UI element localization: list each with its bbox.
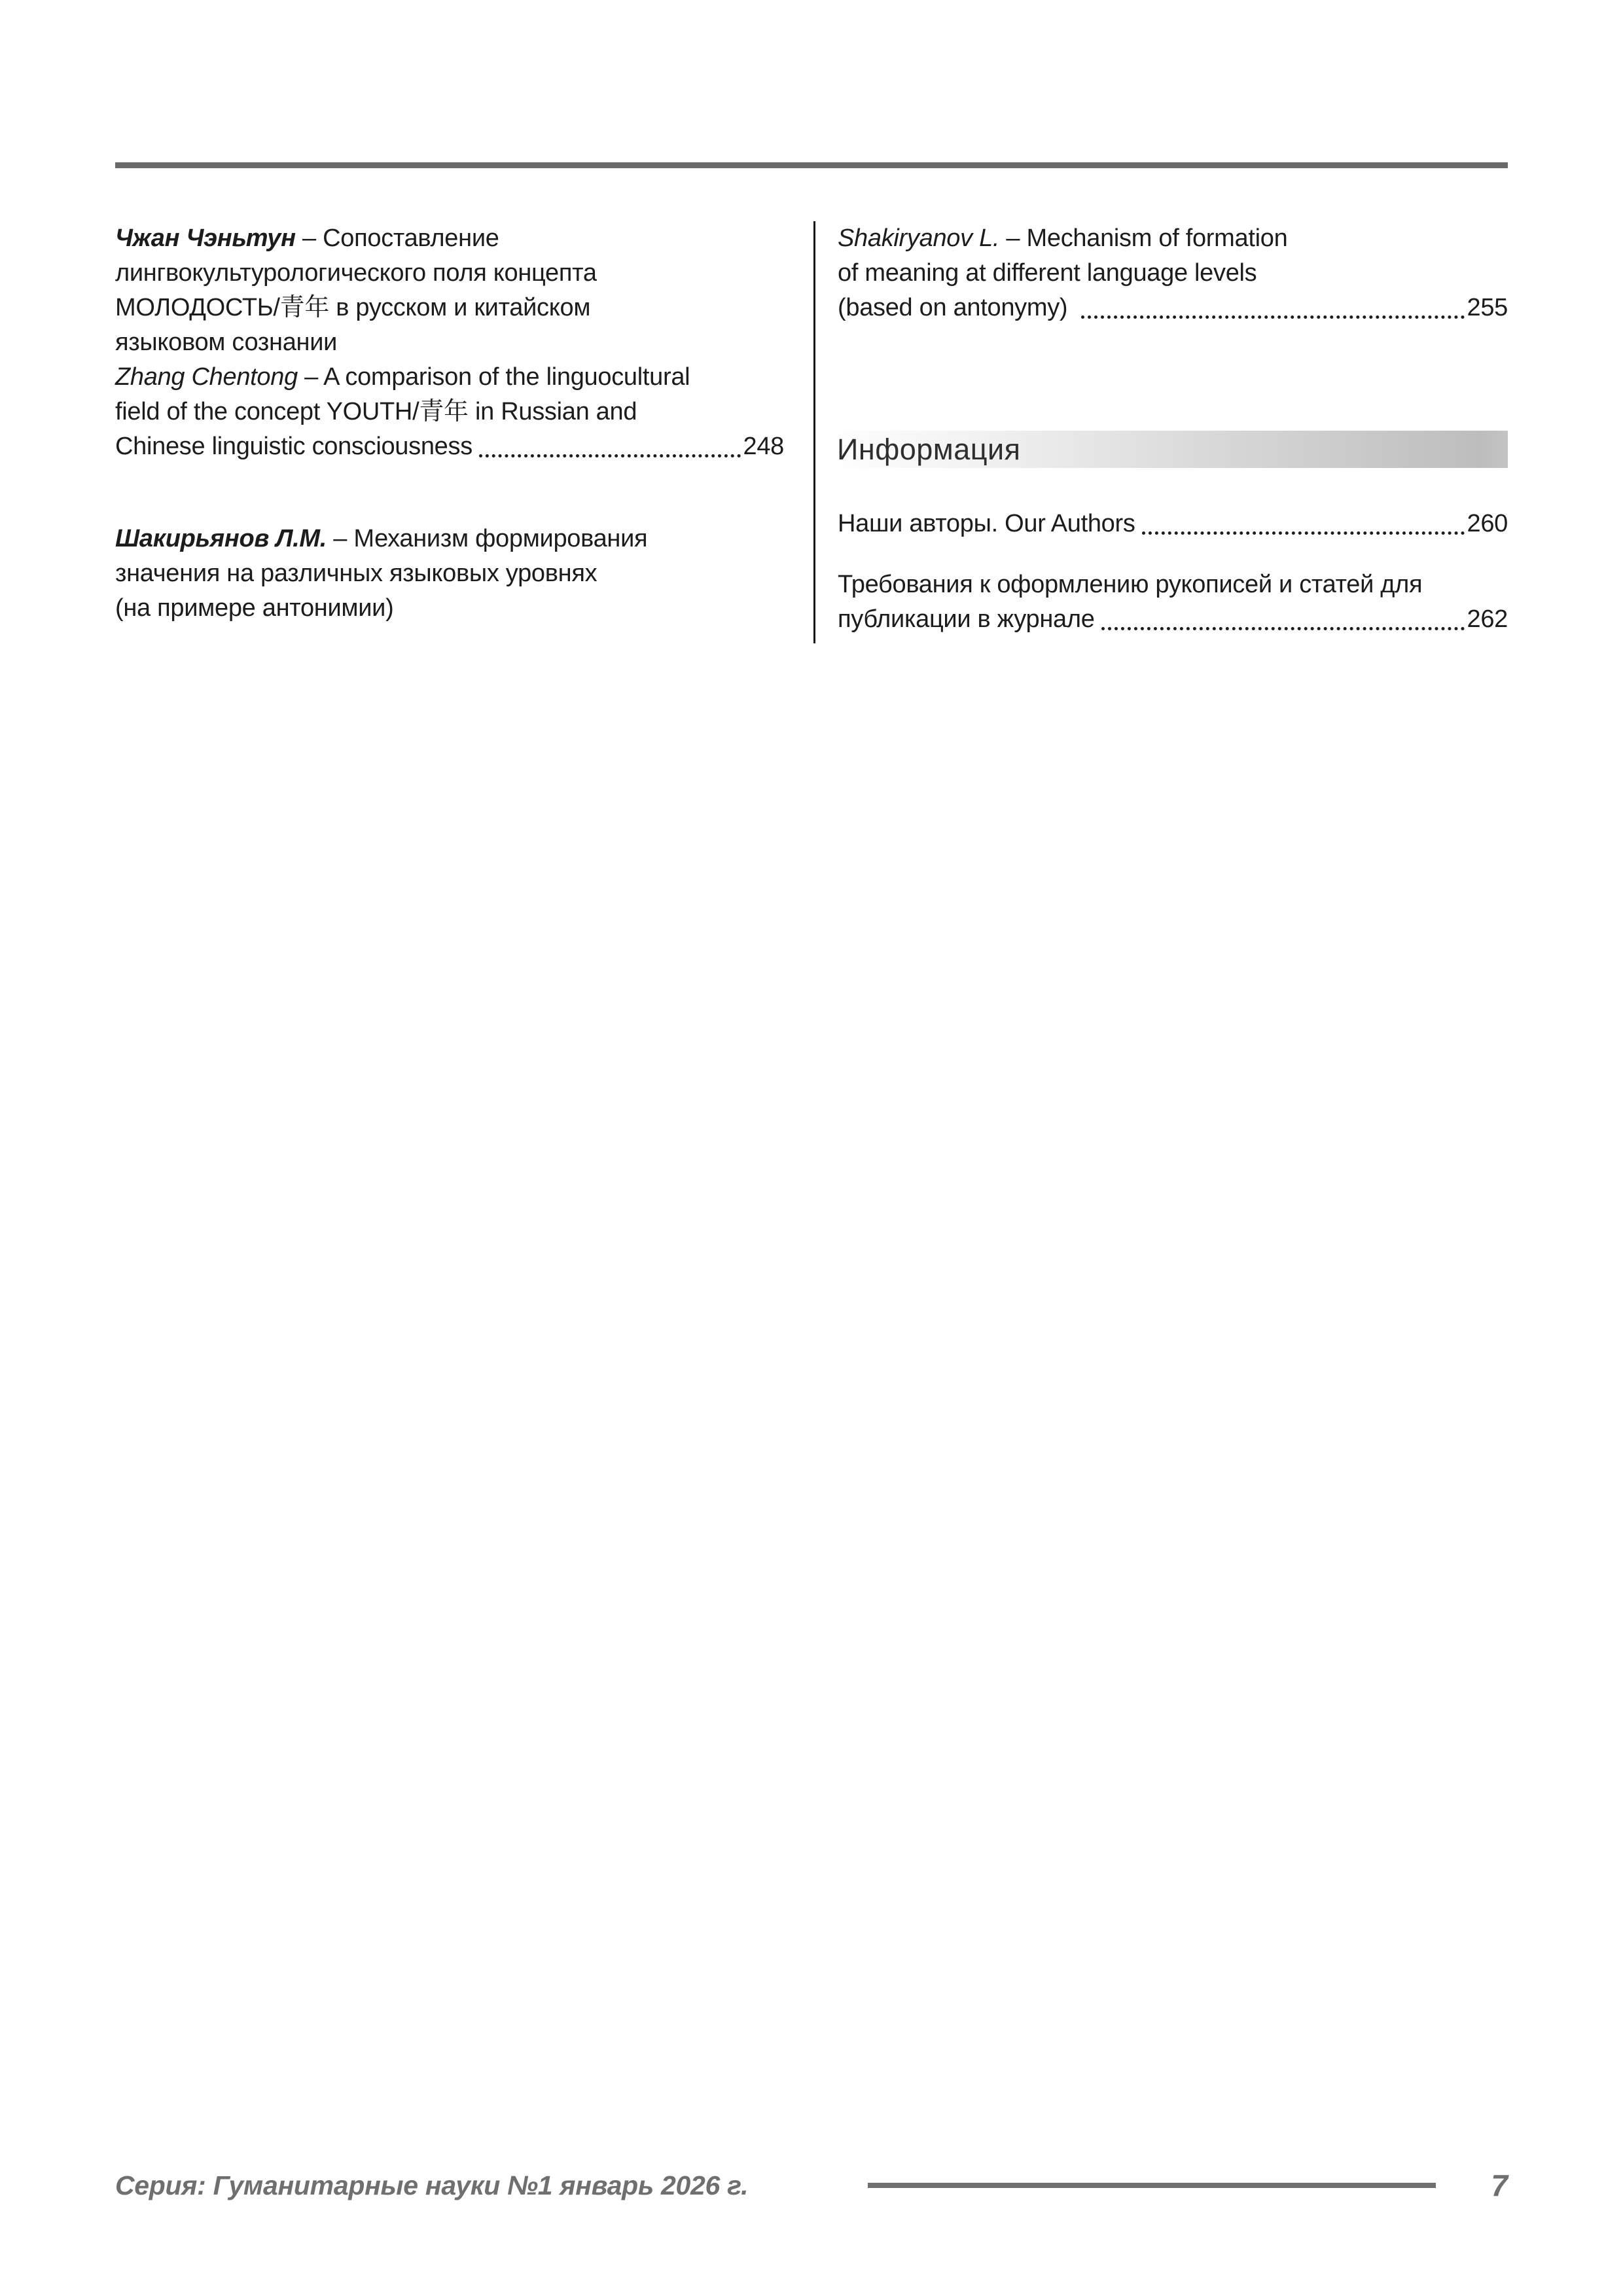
toc-line-with-page (838, 291, 1508, 325)
author-name-en: Shakiryanov L. (838, 224, 1000, 252)
dot-leader (1142, 531, 1465, 535)
page-footer (115, 2168, 1508, 2203)
toc-line-with-page (115, 429, 784, 464)
entry-title-part: – Сопоставление (295, 224, 499, 252)
page-number: 7 (1491, 2168, 1508, 2202)
toc-columns (115, 221, 1508, 643)
entry-title-part: – Механизм формирования (327, 525, 648, 552)
left-column (115, 221, 784, 626)
series-title: Серия: Гуманитарные науки №1 январь 2026 г. (115, 2170, 749, 2200)
toc-line: (на примере антонимии) (115, 594, 394, 622)
entry-title-part: – Mechanism of formation (999, 224, 1288, 252)
page-number-ref: 262 (1467, 605, 1508, 633)
toc-line-with-page (838, 507, 1508, 541)
footer-rule (868, 2183, 1436, 2188)
entry-title-part: Наши авторы. Our Authors (838, 510, 1135, 537)
toc-entry-shakiryanov-ru (115, 522, 784, 626)
page-number-ref: 260 (1467, 510, 1508, 537)
toc-line: of meaning at different language levels (838, 259, 1257, 287)
top-rule-divider (115, 162, 1508, 168)
entry-title-part: публикации в журнале (838, 605, 1095, 633)
page-number-ref: 248 (743, 433, 784, 460)
toc-line: МОЛОДОСТЬ/青年 в русском и китайском (115, 294, 591, 321)
section-header-band (827, 431, 1508, 468)
toc-entry-shakiryanov-en (838, 221, 1508, 325)
toc-line: языковом сознании (115, 329, 338, 356)
toc-entry-zhang-chentong (115, 221, 784, 464)
dot-leader (1081, 315, 1465, 319)
right-column (813, 221, 1508, 643)
entry-title-part: – A comparison of the linguocultural (297, 363, 690, 391)
toc-line: Требования к оформлению рукописей и статей для (838, 571, 1423, 598)
toc-line: лингвокультурологического поля концепта (115, 259, 597, 287)
author-name-ru: Чжан Чэньтун (115, 224, 296, 252)
toc-line (838, 221, 1508, 256)
page-number-ref: 255 (1467, 294, 1508, 321)
entry-title-part: (based on antonymy) (838, 294, 1075, 321)
author-name-ru: Шакирьянов Л.М. (115, 525, 327, 552)
dot-leader (479, 454, 741, 457)
toc-entry-requirements (838, 567, 1508, 637)
toc-line (115, 522, 784, 556)
section-header-label: Информация (837, 432, 1021, 466)
entry-title-part: Chinese linguistic consciousness (115, 433, 473, 460)
toc-line: field of the concept YOUTH/青年 in Russian and (115, 398, 637, 425)
toc-line-with-page (838, 602, 1508, 637)
dot-leader (1101, 627, 1465, 630)
toc-line (115, 221, 784, 256)
toc-line: значения на различных языковых уровнях (115, 560, 597, 587)
toc-line (115, 360, 784, 395)
author-name-en: Zhang Chentong (115, 363, 298, 391)
